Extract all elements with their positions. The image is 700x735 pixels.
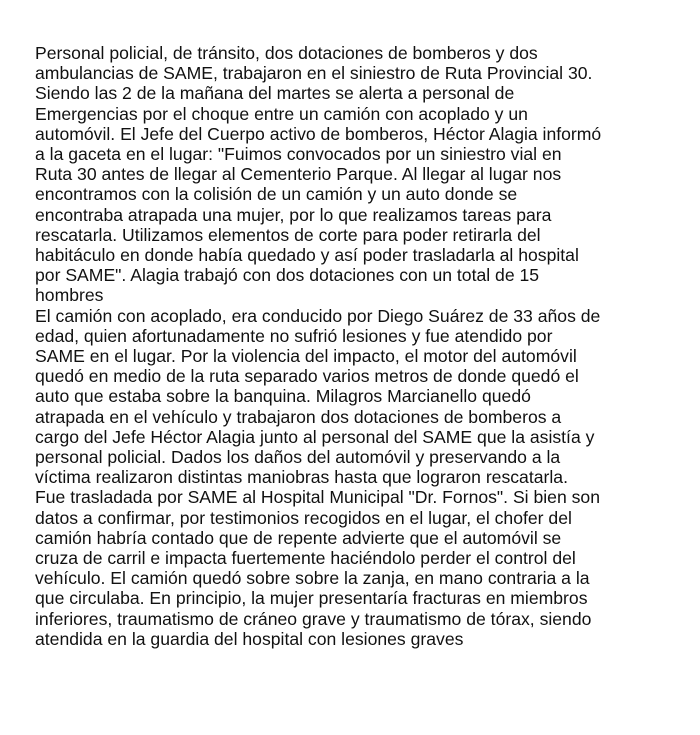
text-line: habitáculo en donde había quedado y así poder trasladarla al hospital (35, 245, 579, 266)
text-line: cruza de carril e impacta fuertemente haciéndolo perder el control del (35, 548, 576, 569)
text-line: rescatarla. Utilizamos elementos de corte para poder retirarla del (35, 224, 541, 245)
text-line: edad, quien afortunadamente no sufrió lesiones y fue atendido por (35, 325, 553, 346)
text-line: encontramos con la colisión de un camión y un auto donde se (35, 184, 518, 205)
text-line: Siendo las 2 de la mañana del martes se alerta a personal de (35, 83, 515, 104)
text-line: ambulancias de SAME, trabajaron en el siniestro de Ruta Provincial 30. (35, 63, 593, 84)
text-line: atrapada en el vehículo y trabajaron dos dotaciones de bomberos a (35, 406, 562, 427)
text-line: hombres (35, 285, 104, 306)
text-line: personal policial. Dados los daños del automóvil y preservando a la (35, 447, 561, 468)
text-line: vehículo. El camión quedó sobre sobre la zanja, en mano contraria a la (35, 568, 590, 589)
text-line: Ruta 30 antes de llegar al Cementerio Parque. Al llegar al lugar nos (35, 164, 562, 185)
text-line: por SAME". Alagia trabajó con dos dotaciones con un total de 15 (35, 265, 540, 286)
text-line: datos a confirmar, por testimonios recogidos en el lugar, el chofer del (35, 507, 572, 528)
text-line: auto que estaba sobre la banquina. Milagros Marcianello quedó (35, 386, 531, 407)
text-line: Fue trasladada por SAME al Hospital Municipal "Dr. Fornos". Si bien son (35, 487, 601, 508)
text-line: encontraba atrapada una mujer, por lo que realizamos tareas para (35, 204, 552, 225)
text-line: Emergencias por el choque entre un camión con acoplado y un (35, 103, 528, 124)
text-line: automóvil. El Jefe del Cuerpo activo de bomberos, Héctor Alagia informó (35, 123, 602, 144)
article-body (35, 43, 675, 649)
text-line: SAME en el lugar. Por la violencia del impacto, el motor del automóvil (35, 346, 577, 367)
text-line: atendida en la guardia del hospital con lesiones graves (35, 628, 464, 649)
text-line: quedó en medio de la ruta separado varios metros de donde quedó el (35, 366, 579, 387)
text-line: Personal policial, de tránsito, dos dotaciones de bomberos y dos (35, 43, 538, 63)
text-line: El camión con acoplado, era conducido por Diego Suárez de 33 años de (35, 305, 601, 326)
text-line: víctima realizaron distintas maniobras hasta que lograron rescatarla. (35, 467, 568, 488)
text-line: a la gaceta en el lugar: "Fuimos convocados por un siniestro vial en (35, 144, 562, 165)
text-line: inferiores, traumatismo de cráneo grave y traumatismo de tórax, siendo (35, 608, 592, 629)
text-line: que circulaba. En principio, la mujer presentaría fracturas en miembros (35, 588, 588, 609)
text-line: cargo del Jefe Héctor Alagia junto al personal del SAME que la asistía y (35, 426, 595, 447)
text-line: camión habría contado que de repente advierte que el automóvil se (35, 527, 562, 548)
